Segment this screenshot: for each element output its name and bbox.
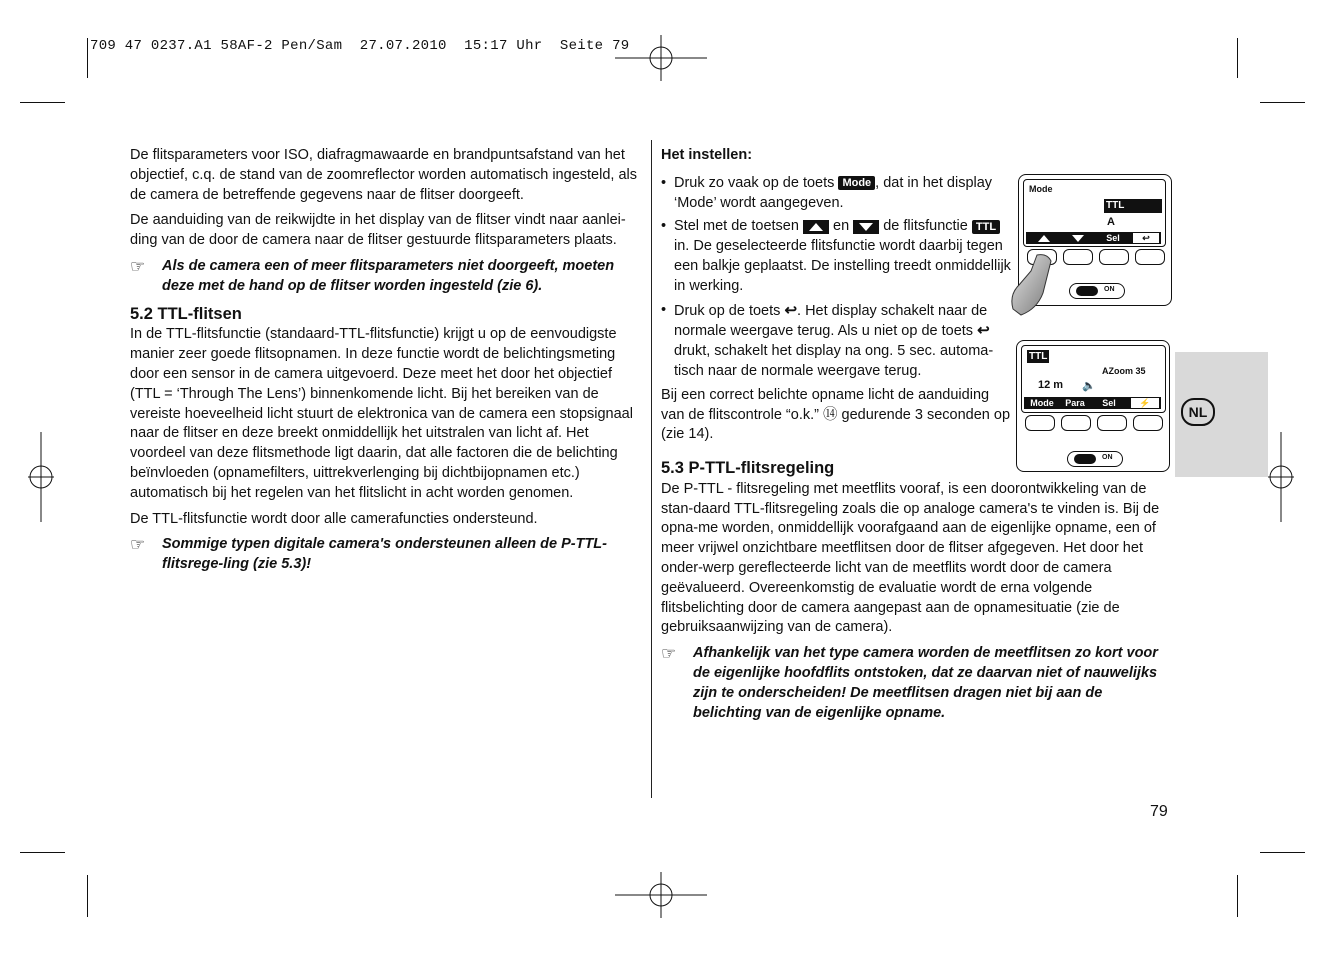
page-number: 79 [1150, 803, 1168, 820]
sel-label: Sel [1106, 233, 1120, 243]
display-window [1021, 345, 1166, 413]
registration-mark-left [28, 432, 54, 522]
display-window [1023, 179, 1166, 247]
note-text: Afhankelijk van het type camera worden de meetflitsen zo kort voor de eigenlijke hoofdflits ontstoken, dat ze daarvan niet of nauwelijks zijn te onderscheiden! De meetflitsen dragen niet bij aan de belichting van de eigenlijke opname. [693, 645, 1158, 721]
note-text: Sommige typen digitale camera's ondersteunen alleen de P-TTL-flitsrege-ling (zie 5.3)! [162, 536, 607, 573]
right-column-top [661, 146, 1011, 451]
crop-mark [1237, 38, 1238, 78]
on-label: ON [1104, 286, 1115, 293]
right-column-bottom [661, 455, 1173, 731]
crop-mark [20, 102, 65, 103]
text: Stel met de toetsen [674, 218, 799, 235]
return-arrow-icon: ↩ [1132, 232, 1160, 244]
hardware-button[interactable] [1099, 249, 1129, 265]
hardware-button[interactable] [1097, 415, 1127, 431]
paragraph: De TTL-flitsfunctie wordt door alle camerafuncties ondersteund. [130, 510, 538, 527]
up-arrow-key-icon [803, 220, 829, 234]
paragraph: De aanduiding van de reikwijdte in het display van de flitser vindt naar aanlei-ding van de door de camera naar de flitser gestuurde flitsparameters plaats. [130, 212, 626, 249]
text: drukt, schakelt het display na ong. 5 sec. automa-tisch naar de normale weergave terug. [674, 343, 994, 379]
pointing-finger-icon [1007, 249, 1067, 321]
return-arrow-icon: ↩ [977, 322, 990, 340]
note [661, 644, 1173, 723]
speaker-icon: 🔈 [1082, 380, 1096, 392]
text: en [833, 218, 850, 235]
power-switch[interactable] [1067, 451, 1123, 467]
hardware-button[interactable] [1061, 415, 1091, 431]
soft-key-label: Mode [1030, 398, 1054, 408]
note [130, 257, 638, 297]
crop-mark [1260, 102, 1305, 103]
paragraph: In de TTL-flitsfunctie (standaard-TTL-flitsfunctie) krijgt u op de eenvoudigste manier zeer goede flitsopnamen. In deze functie wordt de belichtingsmeting door een sensor in de camera uitgevoerd. Deze meet het door het objectief (TTL = ‘Through The Lens’) binnenkomende licht. Bij het bereiken van de vereiste hoeveelheid licht stuurt de elektronica van de camera een stopsignaal naar de flitser en deze breekt onmiddellijk het uitstralen van licht af. Het voordeel van deze flitsmethode ligt daarin, dat alle factoren die de belichting beïnvloeden (opnamefilters, uittrekverlenging bij dichtbijopnamen etc.) automatisch bij het regelen van het flitslicht in acht worden genomen. [130, 326, 633, 501]
text: in. De geselecteerde flitsfunctie wordt daarbij tegen een balkje geplaatst. De instelling treedt onmiddellijk in werking. [674, 238, 1011, 294]
ttl-key-icon: TTL [972, 220, 1000, 234]
mode-key-icon: Mode [838, 176, 875, 190]
text: . Het display schakelt naar de normale weergave terug. Als u niet op de toets [674, 302, 988, 340]
ttl-badge: TTL [1029, 351, 1048, 362]
power-switch[interactable] [1069, 283, 1125, 299]
option: A [1107, 216, 1115, 228]
flash-panel-figure-normal [1016, 340, 1170, 472]
crop-mark [1237, 875, 1238, 917]
soft-key-bar [1024, 397, 1161, 409]
pointing-hand-icon: ☞ [130, 256, 146, 276]
selected-option: TTL [1104, 199, 1162, 213]
crop-mark [20, 852, 65, 853]
crop-mark [87, 38, 88, 78]
section-heading: 5.2 TTL-flitsen [130, 304, 242, 323]
soft-key-label: Para [1065, 398, 1085, 408]
hardware-button[interactable] [1025, 415, 1055, 431]
pointing-hand-icon: ☞ [130, 535, 146, 555]
list-item: • Druk zo vaak op de toets Mode , dat in het display ‘Mode’ wordt aangegeven. [661, 174, 993, 211]
list-item: • Druk op de toets ↩. Het display schakelt naar de normale weergave terug. Als u niet op de toets ↩ drukt, schakelt het display na ong. 5 sec. automa-tisch naar de normale weergave terug. [661, 301, 994, 379]
distance-readout: 12 m [1038, 379, 1064, 391]
down-arrow-icon [1066, 233, 1090, 243]
hardware-button[interactable] [1135, 249, 1165, 265]
display-mode-label: Mode [1029, 184, 1053, 194]
up-arrow-icon [1032, 233, 1056, 243]
down-arrow-key-icon [853, 220, 879, 234]
flash-icon: ⚡ [1130, 397, 1160, 409]
text: Druk zo vaak op de toets [674, 174, 835, 191]
soft-key-label: Sel [1102, 398, 1116, 408]
on-label: ON [1102, 454, 1113, 461]
note [130, 535, 638, 575]
return-arrow-icon: ↩ [784, 301, 798, 319]
column-divider [651, 140, 652, 798]
crop-mark [87, 875, 88, 917]
zoom-readout: AZoom 35 [1102, 366, 1146, 376]
soft-key-bar [1026, 232, 1161, 244]
paragraph: Bij een correct belichte opname licht de aanduiding van de flitscontrole “o.k.” ⑭ gedurende 3 seconden op (zie 14). [661, 386, 1011, 443]
registration-mark-right [1268, 432, 1294, 522]
left-column [130, 146, 638, 583]
crop-mark [1260, 852, 1305, 853]
pointing-hand-icon: ☞ [661, 644, 677, 664]
text: Druk op de toets [674, 302, 781, 319]
note-text: Als de camera een of meer flitsparameters niet doorgeeft, moeten deze met de hand op de flitser worden ingesteld (zie 6). [162, 257, 615, 294]
flash-panel-figure-mode [1018, 174, 1172, 306]
subheading: Het instellen: [661, 147, 753, 163]
paragraph: De P-TTL - flitsregeling met meetflits vooraf, is een doorontwikkeling van de stan-daard TTL-flitsregeling zoals die op analoge camera's te vinden is. Bij de opna-me worden, onmiddellijk voorafgaand aan de eigenlijke opname, een of meer vrijwel onzichtbare meetflitsen door de flitser afgegeven. Het door het onder-werp gereflecteerde licht van de meetflits wordt door de camera geëvalueerd. Overeenkomstig de evaluatie wordt de erna volgende flitsbelichting door de camera aangepast aan de opnamesituatie (zie de gebruiksaanwijzing van de camera). [661, 480, 1160, 636]
hardware-button[interactable] [1063, 249, 1093, 265]
registration-mark-bottom [615, 872, 707, 918]
list-item: • Stel met de toetsen en de flitsfunctie TTL in. De geselecteerde flitsfunctie wordt daarbij tegen een balkje geplaatst. De instelling treedt onmiddellijk in werking. [661, 218, 1011, 294]
language-badge: NL [1181, 398, 1215, 426]
running-header: 709 47 0237.A1 58AF-2 Pen/Sam 27.07.2010 15:17 Uhr Seite 79 [90, 38, 630, 54]
text: , dat in het display ‘Mode’ wordt aangegeven. [674, 174, 993, 211]
text: de flitsfunctie [883, 218, 968, 235]
hardware-button[interactable] [1133, 415, 1163, 431]
paragraph: De flitsparameters voor ISO, diafragmawaarde en brandpuntsafstand van het objectief, c.q. de stand van de zoomreflector worden automatisch ingesteld, als de camera de betreffende gegevens naar de flitser doorgeeft. [130, 147, 637, 203]
section-heading: 5.3 P-TTL-flitsregeling [661, 459, 835, 477]
